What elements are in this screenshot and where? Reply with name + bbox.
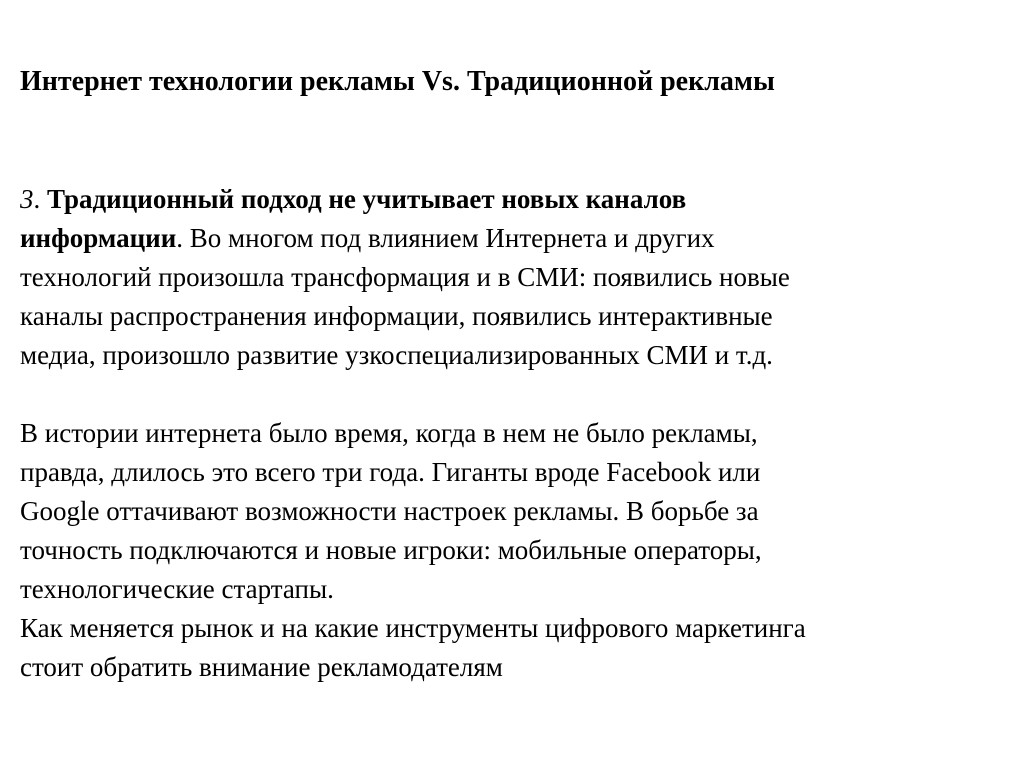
- point-3-line-4: каналы распространения информации, появились интерактивные: [20, 301, 773, 331]
- history-line-4: точность подключаются и новые игроки: мобильные операторы,: [20, 535, 762, 565]
- question-line-1: Как меняется рынок и на какие инструменты цифрового маркетинга: [20, 613, 806, 643]
- point-3-line-3: технологий произошла трансформация и в СМИ: появились новые: [20, 262, 790, 292]
- paragraph-gap: [20, 375, 1010, 414]
- point-heading-line-2: информации: [20, 223, 177, 253]
- history-line-2: правда, длилось это всего три года. Гиганты вроде Facebook или: [20, 457, 761, 487]
- point-number: 3: [20, 184, 34, 214]
- question-line-2: стоит обратить внимание рекламодателям: [20, 652, 503, 682]
- history-line-5: технологические стартапы.: [20, 574, 334, 604]
- slide-body: [20, 180, 1010, 687]
- point-3-line-2: [20, 219, 1010, 258]
- history-line-1: В истории интернета было время, когда в нем не было рекламы,: [20, 418, 758, 448]
- point-3-paragraph: [20, 180, 1010, 375]
- history-paragraph: [20, 414, 1010, 609]
- slide-title: Интернет технологии рекламы Vs. Традиционной рекламы: [20, 66, 775, 97]
- point-3-line-1: [20, 180, 1010, 219]
- point-heading-line-1: Традиционный подход не учитывает новых каналов: [47, 184, 687, 214]
- point-number-dot: .: [33, 184, 41, 214]
- question-paragraph: [20, 609, 1010, 687]
- history-line-3: Google оттачивают возможности настроек рекламы. В борьбе за: [20, 496, 759, 526]
- point-3-line-2-rest: Во многом под влиянием Интернета и других: [189, 223, 715, 253]
- point-heading-period: .: [176, 223, 184, 253]
- point-3-line-5: медиа, произошло развитие узкоспециализированных СМИ и т.д.: [20, 340, 773, 370]
